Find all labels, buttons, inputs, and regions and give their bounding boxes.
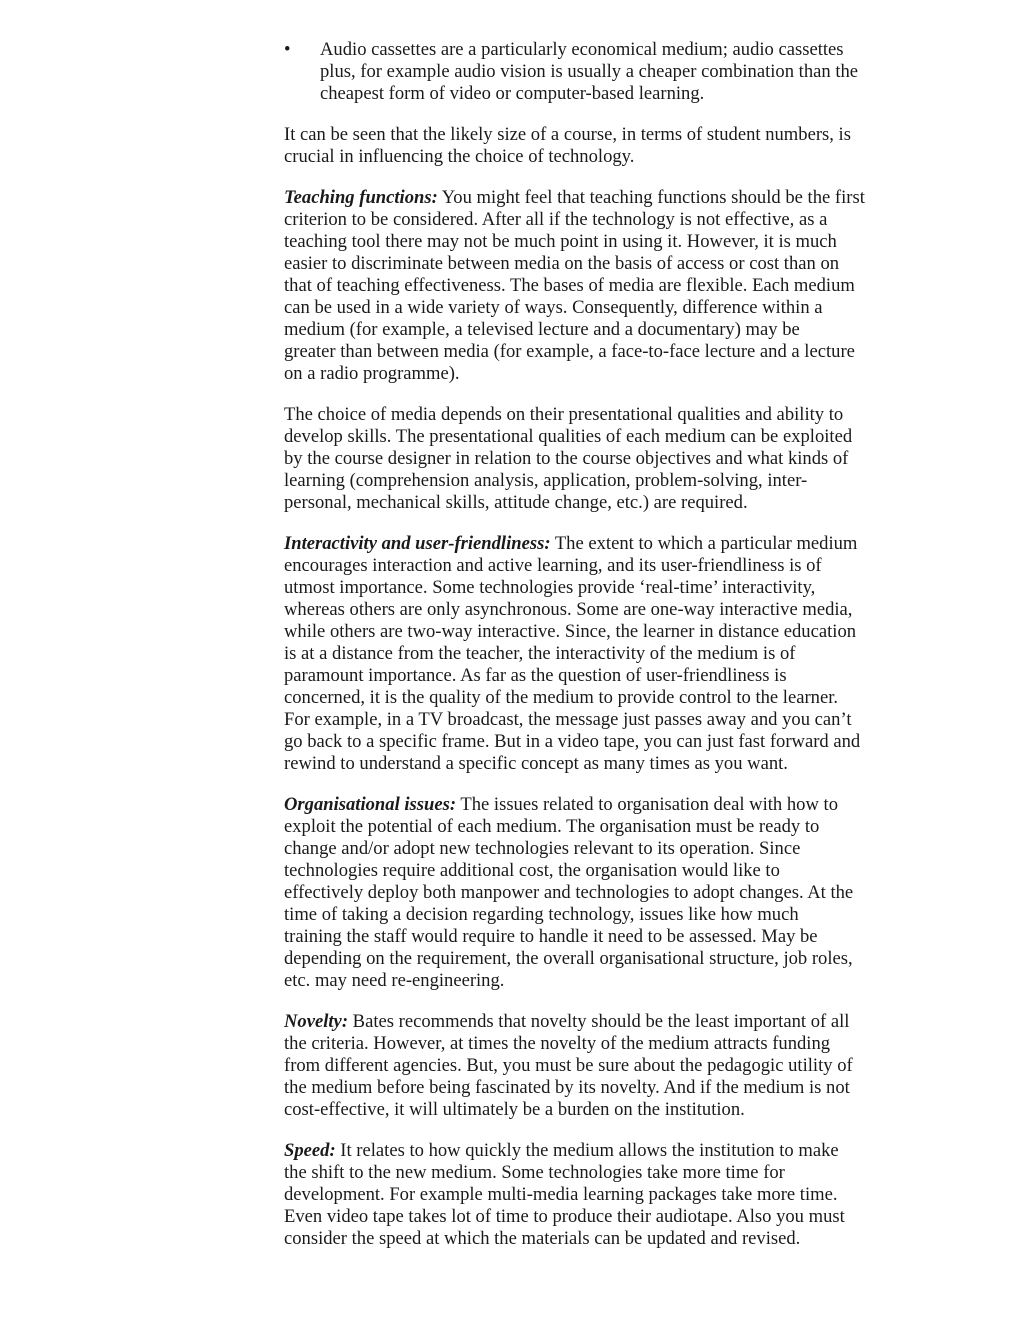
paragraph-course-size [284, 124, 924, 168]
paragraph-text: The extent to which a particular medium encourages interaction and active learning, and its user-friendliness is of utmost importance. Some technologies provide ‘real-time’ interactivity, whereas others are only asynchronous. Some are one-way interactive media, while others are two-way interactive. Since, the learner in distance education is at a distance from the teacher, the interactivity of the medium is of paramount importance. As far as the question of user-friendliness is concerned, it is the quality of the medium to provide control to the learner. For example, in a TV broadcast, the message just passes away and you can’t go back to a specific frame. But in a video tape, you can just fast forward and rewind to understand a specific concept as many times as you want. [284, 533, 861, 774]
paragraph-heading: Interactivity and user-friendliness: [284, 533, 551, 554]
paragraph-text: Bates recommends that novelty should be the least important of all the criteria. However, at times the novelty of the medium attracts funding from different agencies. But, you must be sure about the pedagogic utility of the medium before being fascinated by its novelty. And if the medium is not cost-effective, it will ultimately be a burden on the institution. [284, 1011, 853, 1120]
paragraph-heading: Organisational issues: [284, 794, 457, 815]
bullet-item [284, 39, 924, 105]
paragraph-heading: Novelty: [284, 1011, 349, 1032]
paragraph-text: It relates to how quickly the medium allows the institution to make the shift to the new medium. Some technologies take more time for development. For example multi-media learning packages take more time. Even video tape takes lot of time to produce their audiotape. Also you must consider the speed at which the materials can be updated and revised. [284, 1140, 845, 1249]
paragraph-text: You might feel that teaching functions should be the first criterion to be considered. After all if the technology is not effective, as a teaching tool there may not be much point in using it. However, it is much easier to discriminate between media on the basis of access or cost than on that of teaching effectiveness. The bases of media are flexible. Each medium can be used in a wide variety of ways. Consequently, difference within a medium (for example, a televised lecture and a documentary) may be greater than between media (for example, a face-to-face lecture and a lecture on a radio programme). [284, 187, 865, 384]
bullet-icon: • [284, 39, 291, 60]
document-page [284, 39, 924, 1269]
paragraph-text: The issues related to organisation deal with how to exploit the potential of each medium. The organisation must be ready to change and/or adopt new technologies relevant to its operation. Since technologies require additional cost, the organisation would like to effectively deploy both manpower and technologies to adopt changes. At the time of taking a decision regarding technology, issues like how much training the staff would require to handle it need to be assessed. May be depending on the requirement, the overall organisational structure, job roles, etc. may need re-engineering. [284, 794, 854, 991]
paragraph-speed [284, 1140, 924, 1250]
paragraph-text: It can be seen that the likely size of a course, in terms of student numbers, is crucial in influencing the choice of technology. [284, 124, 851, 167]
paragraph-organisational-issues [284, 794, 924, 992]
paragraph-text: The choice of media depends on their presentational qualities and ability to develop skills. The presentational qualities of each medium can be exploited by the course designer in relation to the course objectives and what kinds of learning (comprehension analysis, application, problem-solving, inter- personal, mechanical skills, attitude change, etc.) are required. [284, 404, 853, 513]
paragraph-choice-of-media [284, 404, 924, 514]
paragraph-teaching-functions [284, 187, 924, 385]
paragraph-interactivity [284, 533, 924, 775]
bullet-text: Audio cassettes are a particularly economical medium; audio cassettes plus, for example audio vision is usually a cheaper combination than the cheapest form of video or computer-based learning. [320, 39, 859, 104]
paragraph-novelty [284, 1011, 924, 1121]
paragraph-heading: Speed: [284, 1140, 336, 1161]
paragraph-heading: Teaching functions: [284, 187, 438, 208]
